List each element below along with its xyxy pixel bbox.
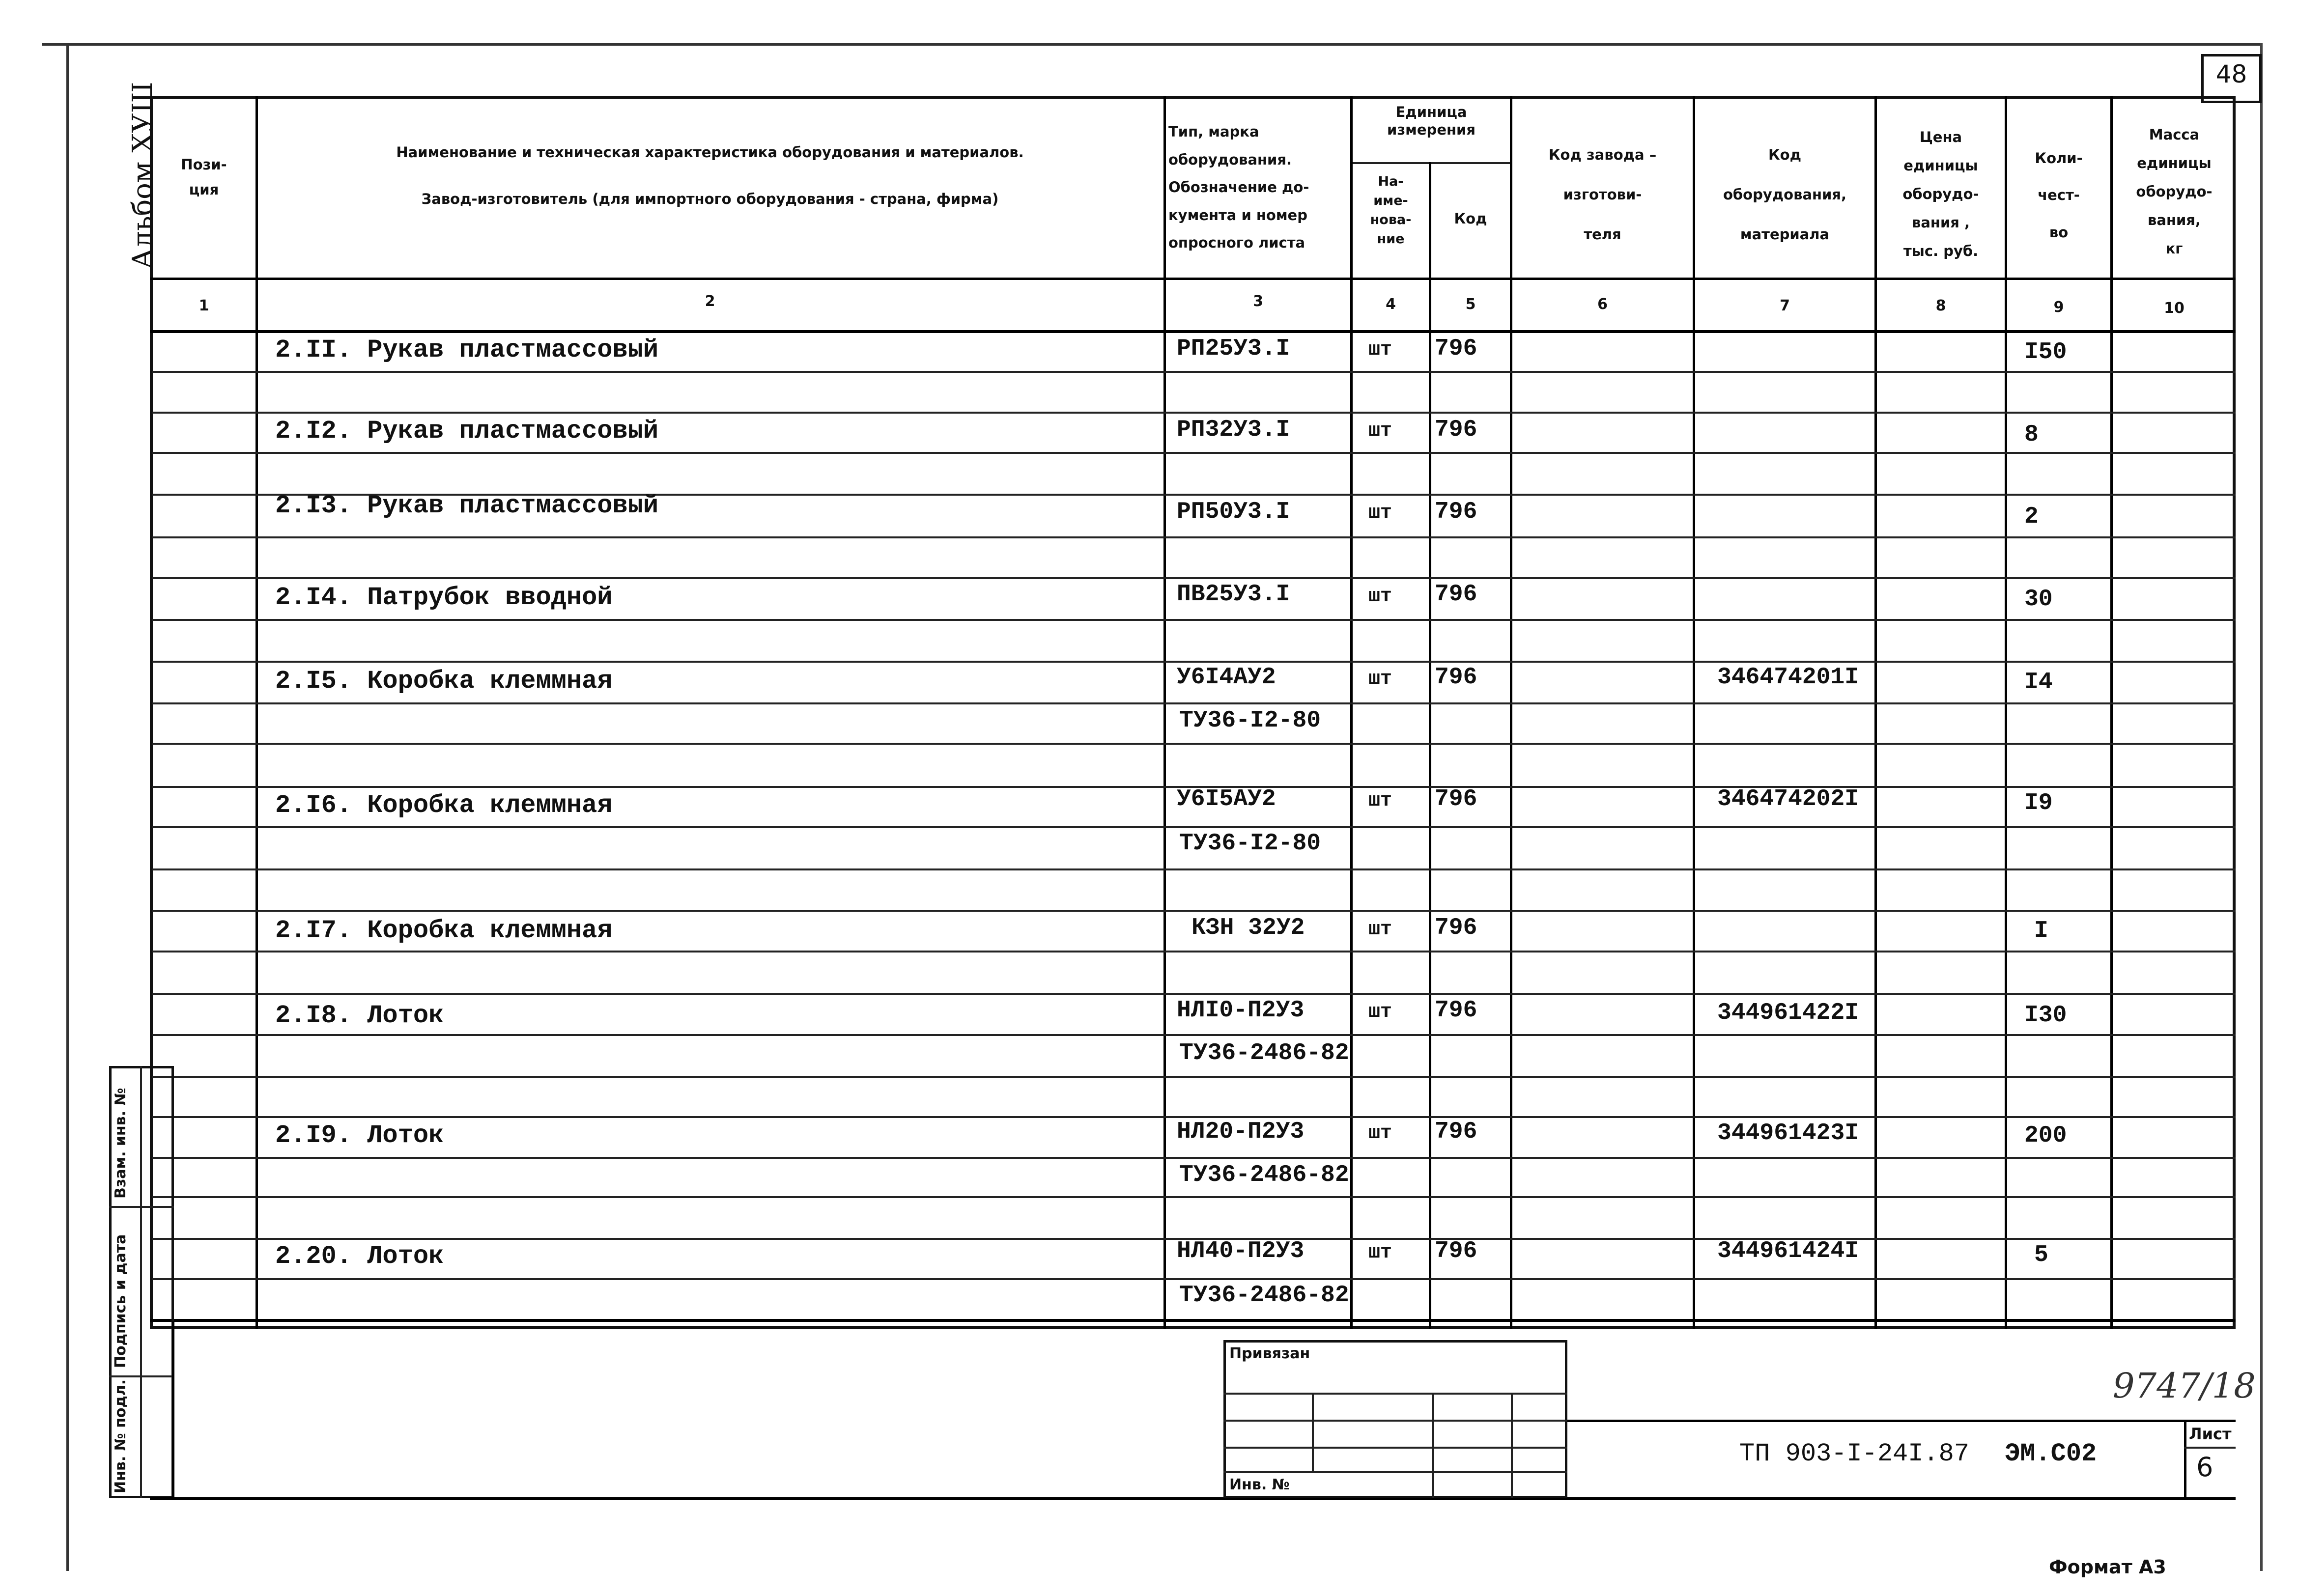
- col-number-4: 4: [1386, 296, 1396, 313]
- row-unit-code: 796: [1435, 336, 1477, 362]
- privyazan-box: [1223, 1340, 1567, 1498]
- row-name: 2.I3. Рукав пластмассовый: [275, 491, 659, 520]
- row-type: РП32У3.I: [1177, 417, 1290, 443]
- row-line: [152, 1034, 2236, 1036]
- side-stamp-row: [109, 1375, 174, 1377]
- col-line-3: [1350, 96, 1353, 1329]
- designation: ТП 903-I-24I.87: [1739, 1439, 1970, 1468]
- row-quantity: 5: [2034, 1242, 2048, 1268]
- row-quantity: I50: [2024, 339, 2067, 365]
- col-line-2: [1163, 96, 1166, 1329]
- row-equipment-code: 344961424I: [1717, 1238, 1859, 1264]
- row-name: 2.I7. Коробка клеммная: [275, 916, 613, 945]
- row-line: [152, 743, 2236, 745]
- header-equipment-code: Код оборудования, материала: [1723, 146, 1847, 243]
- row-line: [152, 1278, 2236, 1280]
- privyazan-col: [1511, 1393, 1513, 1498]
- privyazan-col: [1432, 1393, 1434, 1498]
- row-unit: шт: [1368, 1001, 1392, 1023]
- col-line-8: [2005, 96, 2007, 1329]
- row-equipment-code: 344961422I: [1717, 1000, 1859, 1026]
- header-quantity: Коли- чест- во: [2035, 150, 2083, 241]
- row-name: 2.II. Рукав пластмассовый: [275, 336, 659, 364]
- header-type: Тип, марка оборудования. Обозначение до- кумента и номер опросного листа: [1168, 123, 1309, 252]
- col-number-5: 5: [1465, 296, 1476, 313]
- row-type: КЗН 32У2: [1192, 915, 1305, 941]
- row-quantity: I: [2034, 918, 2048, 944]
- header-bottom-line: [150, 278, 2236, 280]
- row-unit-code: 796: [1435, 915, 1477, 941]
- format-label: Формат А3: [2049, 1556, 2166, 1578]
- row-doc: ТУ36-2486-82: [1179, 1040, 1349, 1066]
- row-line: [152, 536, 2236, 538]
- row-line: [152, 1116, 2236, 1118]
- row-line: [152, 412, 2236, 414]
- header-price: Цена единицы оборудо- вания , тыс. руб.: [1902, 129, 1979, 259]
- title-block-left: [172, 1321, 174, 1500]
- row-equipment-code: 344961423I: [1717, 1120, 1859, 1147]
- row-unit: шт: [1368, 1122, 1392, 1145]
- row-unit: шт: [1368, 790, 1392, 812]
- col-number-6: 6: [1597, 296, 1608, 313]
- col-number-1: 1: [199, 297, 209, 314]
- col-number-7: 7: [1780, 297, 1790, 314]
- row-quantity: 200: [2024, 1122, 2067, 1149]
- row-line: [152, 993, 2236, 995]
- row-unit-code: 796: [1435, 1238, 1477, 1264]
- header-position: Пози- ция: [181, 156, 227, 198]
- col-line-5: [1510, 96, 1512, 1329]
- list-box-divider: [2184, 1447, 2236, 1449]
- row-unit-code: 796: [1435, 417, 1477, 443]
- row-line: [152, 577, 2236, 579]
- outer-frame-right: [2260, 43, 2263, 1571]
- row-quantity: I30: [2024, 1002, 2067, 1029]
- row-line: [152, 452, 2236, 454]
- row-line: [152, 951, 2236, 952]
- row-equipment-code: 346474201I: [1717, 664, 1859, 691]
- title-block-bottom: [150, 1497, 2236, 1500]
- row-unit-code: 796: [1435, 664, 1477, 691]
- row-name: 2.20. Лоток: [275, 1242, 444, 1271]
- row-unit: шт: [1368, 339, 1392, 361]
- row-name: 2.I8. Лоток: [275, 1001, 444, 1030]
- row-unit: шт: [1368, 1242, 1392, 1264]
- side-label-replace-inv: Взам. инв. №: [112, 1088, 129, 1199]
- row-line: [152, 910, 2236, 912]
- outer-frame-left: [66, 43, 69, 1571]
- header-name-line1: Наименование и техническая характеристика оборудования и материалов.: [396, 144, 1024, 161]
- list-box-left: [2184, 1420, 2186, 1498]
- row-line: [152, 1076, 2236, 1078]
- row-quantity: I9: [2024, 790, 2053, 816]
- row-type: НЛI0-П2У3: [1177, 997, 1305, 1024]
- row-name: 2.I2. Рукав пластмассовый: [275, 417, 659, 446]
- side-label-signature-date: Подпись и дата: [112, 1234, 129, 1368]
- privyazan-col: [1312, 1393, 1314, 1471]
- row-doc: ТУ36-I2-80: [1179, 707, 1321, 734]
- section-code: ЭМ.С02: [2005, 1439, 2097, 1468]
- row-unit: шт: [1368, 668, 1392, 690]
- row-unit: шт: [1368, 420, 1392, 442]
- row-type: ПВ25У3.I: [1177, 581, 1290, 608]
- side-stamp-divider: [140, 1066, 142, 1498]
- row-line: [152, 702, 2236, 704]
- row-unit: шт: [1368, 586, 1392, 608]
- col-line-6: [1693, 96, 1695, 1329]
- row-unit-code: 796: [1435, 581, 1477, 608]
- privyazan-label: Привязан: [1229, 1345, 1310, 1362]
- inv-number-label: Инв. №: [1229, 1476, 1290, 1493]
- header-unit-name: На- име- нова- ние: [1370, 174, 1412, 247]
- row-name: 2.I4. Патрубок вводной: [275, 583, 613, 612]
- privyazan-line: [1223, 1447, 1567, 1449]
- list-number: 6: [2196, 1452, 2213, 1483]
- title-block-line: [1567, 1420, 2236, 1422]
- col-line-1: [255, 96, 258, 1329]
- row-quantity: I4: [2024, 669, 2053, 696]
- row-type: У6I5АУ2: [1177, 786, 1276, 812]
- col-line-7: [1874, 96, 1877, 1329]
- list-label: Лист: [2189, 1425, 2232, 1443]
- row-unit-code: 796: [1435, 997, 1477, 1024]
- row-doc: ТУ36-2486-82: [1179, 1282, 1349, 1309]
- row-unit: шт: [1368, 919, 1392, 941]
- privyazan-line: [1223, 1420, 1567, 1422]
- row-line: [152, 661, 2236, 663]
- row-doc: ТУ36-I2-80: [1179, 830, 1321, 857]
- header-mass: Масса единицы оборудо- вания, кг: [2136, 126, 2213, 257]
- privyazan-line: [1223, 1393, 1567, 1395]
- row-unit-code: 796: [1435, 786, 1477, 812]
- row-name: 2.I6. Коробка клеммная: [275, 791, 613, 820]
- colnum-bottom-line: [150, 330, 2236, 333]
- col-number-10: 10: [2164, 300, 2185, 317]
- row-doc: ТУ36-2486-82: [1179, 1162, 1349, 1188]
- row-quantity: 30: [2024, 586, 2053, 613]
- row-unit-code: 796: [1435, 499, 1477, 525]
- col-line-9: [2110, 96, 2113, 1329]
- row-type: НЛ40-П2У3: [1177, 1238, 1305, 1264]
- row-equipment-code: 346474202I: [1717, 786, 1859, 812]
- col-number-8: 8: [1935, 297, 1946, 314]
- row-line: [152, 1196, 2236, 1198]
- side-label-inv-original: Инв. № подл.: [112, 1379, 129, 1493]
- row-line: [152, 1157, 2236, 1159]
- side-stamp-row: [109, 1206, 174, 1208]
- row-line: [152, 371, 2236, 373]
- header-unit: Единица измерения: [1387, 104, 1475, 139]
- row-quantity: 2: [2024, 504, 2039, 530]
- header-name-line2: Завод-изготовитель (для импортного оборудования - страна, фирма): [421, 191, 999, 207]
- handwritten-number: 9747/18: [2113, 1366, 2256, 1406]
- col-number-9: 9: [2053, 299, 2064, 316]
- col-number-3: 3: [1253, 293, 1263, 310]
- row-type: РП50У3.I: [1177, 499, 1290, 525]
- header-unit-code: Код: [1454, 210, 1487, 227]
- col-number-2: 2: [705, 293, 715, 310]
- row-name: 2.I5. Коробка клеммная: [275, 667, 613, 696]
- row-unit: шт: [1368, 502, 1392, 524]
- row-name: 2.I9. Лоток: [275, 1121, 444, 1150]
- row-unit-code: 796: [1435, 1119, 1477, 1145]
- sheet-number-top: 48: [2215, 60, 2247, 88]
- outer-frame-top: [42, 43, 2263, 46]
- row-type: НЛ20-П2У3: [1177, 1119, 1305, 1145]
- col-line-4: [1429, 162, 1431, 1329]
- row-line: [152, 619, 2236, 621]
- row-line: [152, 826, 2236, 828]
- album-label: Альбом ХУШ: [127, 82, 159, 269]
- row-quantity: 8: [2024, 421, 2039, 448]
- header-factory-code: Код завода – изготови- теля: [1548, 146, 1657, 243]
- row-type: РП25У3.I: [1177, 336, 1290, 362]
- table-body-bottom: [150, 1319, 2236, 1322]
- row-line: [152, 868, 2236, 870]
- privyazan-line: [1223, 1471, 1567, 1473]
- row-type: У6I4АУ2: [1177, 664, 1276, 691]
